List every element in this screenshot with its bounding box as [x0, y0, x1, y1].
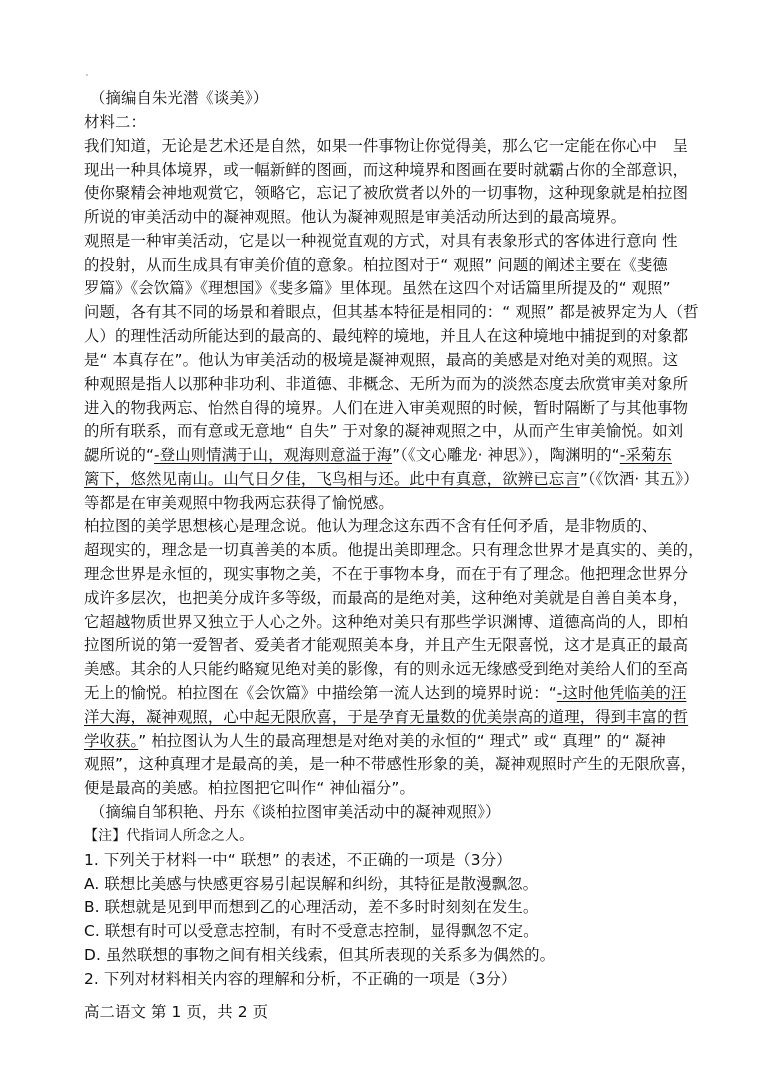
paragraph-line-quotes — [84, 706, 688, 728]
material-2-heading: 材料二： — [84, 113, 146, 131]
source-note-1: （摘编自朱光潜《谈美》） — [90, 89, 269, 107]
option-c: C. 联想有时可以受意志控制，有时不受意志控制，显得飘忽不定。 — [84, 922, 539, 940]
text-segment: 无上的愉悦。柏拉图在《会饮篇》中描绘第一流人达到的境界时说：“ — [84, 684, 557, 702]
paragraph-line: 拉图所说的第一爱智者、爱美者才能观照美本身，并且产生无限喜悦，这才是真正的最高 — [84, 636, 689, 654]
page-footer: 高二语文 第 1 页，共 2 页 — [84, 1003, 269, 1021]
paragraph-line-quotes — [84, 468, 699, 490]
underlined-quote: -登山则情满于山，观海则意溢于海 — [154, 446, 393, 464]
paragraph-line-quotes — [84, 730, 666, 752]
paragraph-line: 问题，各有其不同的场景和着眼点，但其基本特征是相同的：“ 观照” 都是被界定为人（哲 — [84, 303, 699, 321]
text-segment: 勰所说的“ — [84, 446, 155, 464]
paragraph-line: 人）的理性活动所能达到的最高的、最纯粹的境地，并且人在这种境地中捕捉到的对象都 — [84, 327, 689, 345]
paragraph-line: 它超越物质世界又独立于人心之外。这种绝对美只有那些学识渊博、道德高尚的人，即柏 — [84, 613, 689, 631]
paragraph-line: 等都是在审美观照中物我两忘获得了愉悦感。 — [84, 494, 394, 512]
paragraph-line: 所说的审美活动中的凝神观照。他认为凝神观照是审美活动所达到的最高境界。 — [84, 208, 627, 226]
option-d: D. 虽然联想的事物之间有相关线索，但其所表现的关系多为偶然的。 — [84, 946, 556, 964]
paragraph-line: 理念世界是永恒的，现实事物之美，不在于事物本身，而在于有了理念。他把理念世界分 — [84, 565, 689, 583]
paragraph-line: 超现实的，理念是一切真善美的本质。他提出美即理念。只有理念世界才是真实的、美的， — [84, 541, 704, 559]
paragraph-line: 观照是一种审美活动，它是以一种视觉直观的方式，对具有表象形式的客体进行意向 性 — [84, 232, 678, 250]
paragraph-line: 我们知道，无论是艺术还是自然，如果一件事物让你觉得美，那么它一定能在你心中 呈 — [84, 137, 689, 155]
option-a: A. 联想比美感与快感更容易引起误解和纠纷，其特征是散漫飘忽。 — [84, 875, 539, 893]
footnote: 【注】代指词人所念之人。 — [84, 828, 254, 844]
question-1: 1. 下列关于材料一中“ 联想” 的表述，不正确的一项是（3分） — [84, 851, 512, 869]
paragraph-line: 成许多层次，也把美分成许多等级，而最高的是绝对美，这种绝对美就是自善自美本身， — [84, 589, 689, 607]
paragraph-line: 便是最高的美感。柏拉图把它叫作“ 神仙福分”。 — [84, 779, 415, 797]
question-2: 2. 下列对材料相关内容的理解和分析，不正确的一项是（3分） — [84, 970, 517, 988]
underlined-quote: 学收获。 — [84, 732, 139, 750]
paragraph-line: 美感。其余的人只能约略窥见绝对美的影像，有的则永远无缘感受到绝对美给人们的至高 — [84, 660, 689, 678]
paragraph-line-quotes — [84, 444, 672, 466]
underlined-quote: -采菊东 — [619, 446, 672, 464]
paragraph-line: 使你聚精会神地观赏它，领略它，忘记了被欣赏者以外的一切事物，这种现象就是柏拉图 — [84, 184, 689, 202]
text-segment: ”（《饮酒· 其五》） — [579, 470, 699, 488]
underlined-quote: 篱下，悠然见南山。山气日夕佳，飞鸟相与还。此中有真意，欲辨已忘言 — [84, 470, 580, 488]
paragraph-line: 的所有联系，而有意或无意地“ 自失” 于对象的凝神观照之中，从而产生审美愉悦。如刘 — [84, 422, 684, 440]
underlined-quote: -这时他凭临美的汪 — [556, 684, 687, 702]
paragraph-line: 进入的物我两忘、怡然自得的境界。人们在进入审美观照的时候，暂时隔断了与其他事物 — [84, 399, 689, 417]
text-segment: ” 柏拉图认为人生的最高理想是对绝对美的永恒的“ 理式” 或“ 真理” 的“ 凝神 — [138, 732, 666, 750]
paragraph-line: 现出一种具体境界，或一幅新鲜的图画，而这种境界和图画在要时就霸占你的全部意识， — [84, 161, 689, 179]
paragraph-line: 种观照是指人以那种非功利、非道德、非概念、无所为而为的淡然态度去欣赏审美对象所 — [84, 375, 689, 393]
paragraph-line: 的投射，从而生成具有审美价值的意象。柏拉图对于“ 观照” 问题的阐述主要在《斐德 — [84, 256, 668, 274]
paragraph-line-quotes — [84, 682, 686, 704]
source-note-2: （摘编自邹积艳、丹东《谈柏拉图审美活动中的凝神观照》） — [90, 803, 501, 821]
option-b: B. 联想就是见到甲而想到乙的心理活动，差不多时时刻刻在发生。 — [84, 898, 539, 916]
paragraph-line: 观照”，这种真理才是最高的美，是一种不带感性形象的美，凝神观照时产生的无限欣喜， — [84, 755, 697, 773]
paragraph-line: 柏拉图的美学思想核心是理念说。他认为理念这东西不含有任何矛盾，是非物质的、 — [84, 517, 658, 535]
paragraph-line: 是“ 本真存在”。他认为审美活动的极境是凝神观照，最高的美感是对绝对美的观照。这 — [84, 351, 679, 369]
scan-speck — [86, 74, 88, 76]
text-segment: ”（《文心雕龙· 神思》），陶渊明的“ — [392, 446, 620, 464]
underlined-quote: 洋大海，凝神观照，心中起无限欣喜，于是孕育无量数的优美崇高的道理，得到丰富的哲 — [84, 708, 689, 726]
paragraph-line: 罗篇》《会饮篇》《理想国》《斐多篇》里体现。虽然在这四个对话篇里所提及的“ 观照” — [84, 279, 671, 297]
